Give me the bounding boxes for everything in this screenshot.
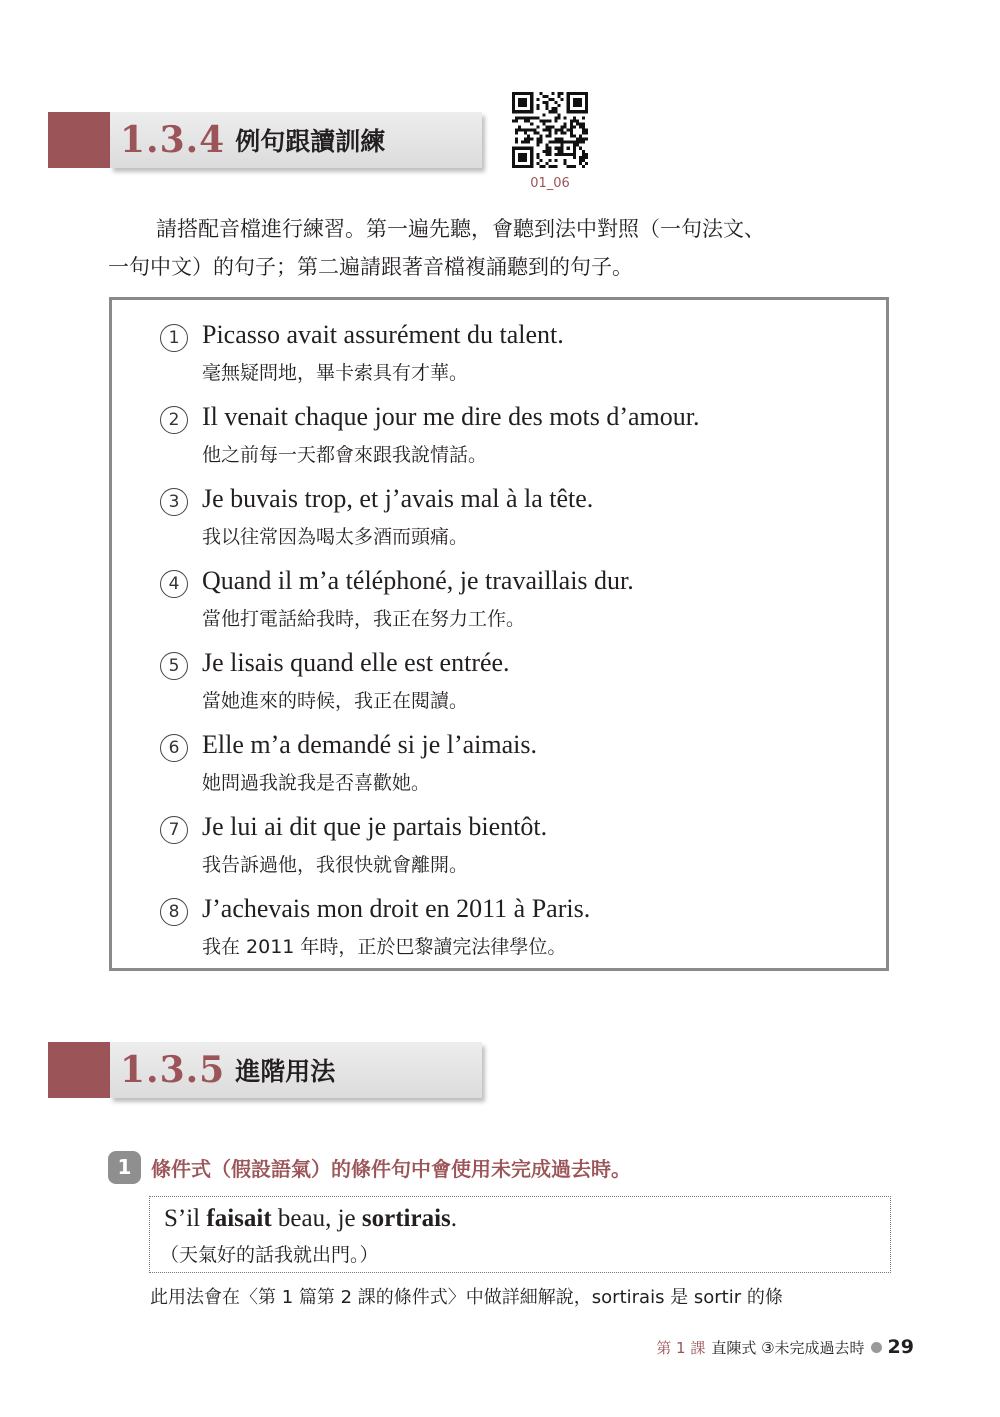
note-text: 此用法會在〈第 1 篇第 2 課的條件式〉中做詳細解說，sortirais 是 sortir 的條 bbox=[150, 1287, 783, 1308]
sentence-number: 1 bbox=[160, 324, 188, 352]
sentence-french: Picasso avait assurément du talent. bbox=[202, 320, 564, 349]
sentence-french: Je lui ai dit que je partais bientôt. bbox=[202, 812, 548, 841]
example-chinese: （天氣好的話我就出門。） bbox=[160, 1244, 379, 1266]
intro-paragraph bbox=[108, 210, 898, 286]
header-bar bbox=[110, 112, 482, 168]
qr-label: 01_06 bbox=[530, 176, 570, 191]
sentence-chinese: 她問過我說我是否喜歡她。 bbox=[202, 772, 431, 794]
sentence-chinese: 當他打電話給我時，我正在努力工作。 bbox=[202, 608, 526, 630]
sentence-french: Il venait chaque jour me dire des mots d’amour. bbox=[202, 402, 700, 431]
sentence-number: 8 bbox=[160, 898, 188, 926]
subsection-text: 條件式（假設語氣）的條件句中會使用未完成過去時。 bbox=[151, 1157, 631, 1181]
section-header-1-3-5 bbox=[48, 1042, 482, 1098]
intro-line-2: 一句中文）的句子；第二遍請跟著音檔複誦聽到的句子。 bbox=[108, 255, 633, 279]
sentence-chinese: 當她進來的時候，我正在閱讀。 bbox=[202, 690, 469, 712]
section-title: 進階用法 bbox=[235, 1057, 336, 1086]
sentence-number: 3 bbox=[160, 488, 188, 516]
footer-lesson: 第 1 課 bbox=[656, 1338, 706, 1357]
sentence-french: Quand il m’a téléphoné, je travaillais dur. bbox=[202, 566, 634, 595]
section-title: 例句跟讀訓練 bbox=[235, 127, 386, 156]
qr-code-icon[interactable] bbox=[512, 92, 588, 168]
intro-line-1: 請搭配音檔進行練習。第一遍先聽，會聽到法中對照（一句法文、 bbox=[156, 217, 765, 241]
header-bar bbox=[110, 1042, 482, 1098]
sentence-french: J’achevais mon droit en 2011 à Paris. bbox=[202, 894, 591, 923]
subsection-heading bbox=[108, 1151, 631, 1184]
sentence-number: 4 bbox=[160, 570, 188, 598]
footer-title: 直陳式 ③未完成過去時 bbox=[711, 1338, 865, 1357]
section-header-1-3-4 bbox=[48, 112, 482, 168]
example-fr-part: beau, je bbox=[271, 1205, 362, 1232]
footer-dot-icon bbox=[871, 1342, 882, 1353]
example-fr-part: . bbox=[450, 1205, 458, 1232]
example-box bbox=[149, 1196, 891, 1273]
sentence-number: 6 bbox=[160, 734, 188, 762]
sentence-number: 2 bbox=[160, 406, 188, 434]
sentence-chinese: 毫無疑問地，畢卡索具有才華。 bbox=[202, 362, 469, 384]
sentence-number: 7 bbox=[160, 816, 188, 844]
example-fr-part: S’il bbox=[164, 1205, 207, 1232]
page-footer bbox=[656, 1336, 914, 1358]
header-accent-block bbox=[48, 112, 110, 168]
example-fr-bold: faisait bbox=[206, 1205, 272, 1232]
subsection-badge: 1 bbox=[108, 1151, 141, 1184]
sentence-french: Je lisais quand elle est entrée. bbox=[202, 648, 510, 677]
sentence-chinese: 我在 2011 年時，正於巴黎讀完法律學位。 bbox=[202, 936, 567, 958]
section-number: 1.3.5 bbox=[120, 1049, 226, 1091]
sentence-chinese: 我告訴過他，我很快就會離開。 bbox=[202, 854, 469, 876]
header-accent-block bbox=[48, 1042, 110, 1098]
example-french bbox=[164, 1205, 457, 1233]
example-fr-bold: sortirais bbox=[361, 1205, 451, 1232]
section-number: 1.3.4 bbox=[120, 119, 226, 161]
sentence-chinese: 他之前每一天都會來跟我說情話。 bbox=[202, 444, 488, 466]
sentence-french: Je buvais trop, et j’avais mal à la tête. bbox=[202, 484, 594, 513]
sentence-chinese: 我以往常因為喝太多酒而頭痛。 bbox=[202, 526, 469, 548]
page-number: 29 bbox=[887, 1336, 914, 1358]
sentence-box bbox=[109, 297, 889, 971]
sentence-number: 5 bbox=[160, 652, 188, 680]
sentence-french: Elle m’a demandé si je l’aimais. bbox=[202, 730, 537, 759]
